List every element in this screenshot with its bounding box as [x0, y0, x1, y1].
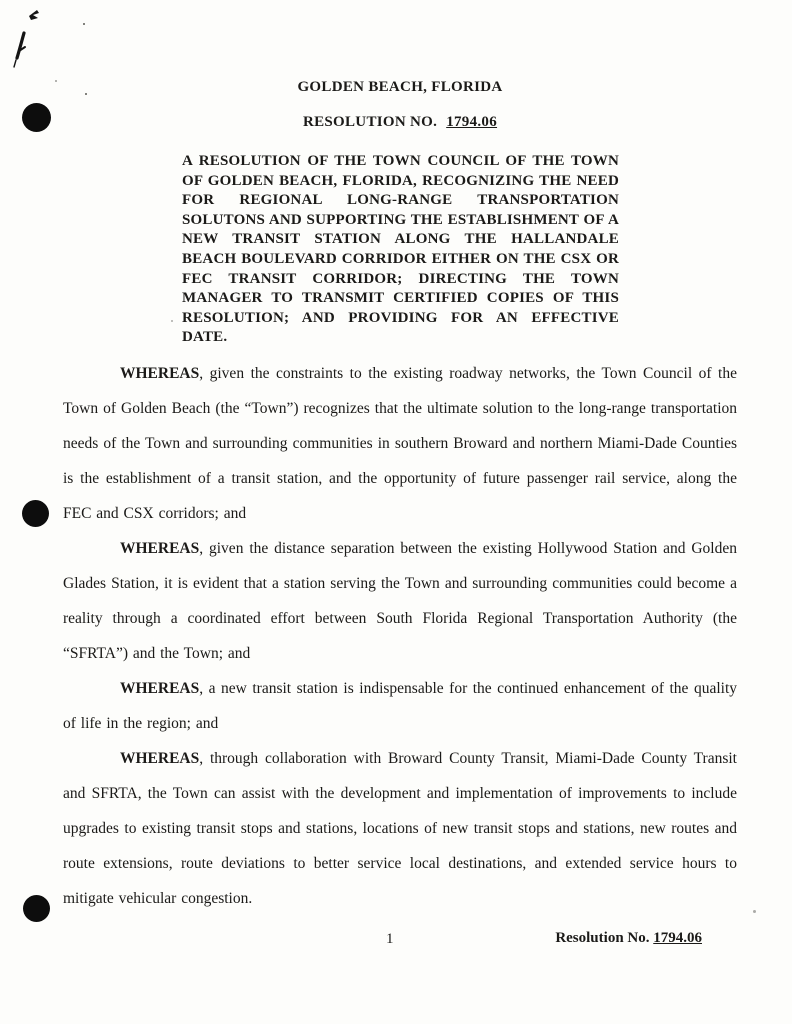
- resolution-number: 1794.06: [446, 114, 498, 130]
- whereas-paragraph-1: [63, 356, 737, 531]
- whereas-lead: WHEREAS: [120, 749, 200, 767]
- resolution-title-block: [182, 152, 619, 348]
- page-number: [386, 931, 394, 948]
- pen-marks: [0, 0, 60, 80]
- scan-speckle: [753, 910, 756, 913]
- paragraph-text: , through collaboration with Broward County Transit, Miami-Dade County Transit and SFRTA, the Town can assist with the development and implementation of improvements to include upgrades to existing transit stops and stations, locations of new transit stops and stations, new routes and route extensions, route deviations to better service local destinations, and extended service hours to mitigate vehicular congestion.: [63, 749, 737, 907]
- whereas-lead: WHEREAS: [120, 364, 200, 382]
- paragraph-text: , a new transit station is indispensable for the continued enhancement of the quality of life in the region; and: [63, 679, 737, 732]
- paragraph-text: , given the constraints to the existing roadway networks, the Town Council of the Town of Golden Beach (the “Town”) recognizes that the ultimate solution to the long-range transportation needs of the Town and surrounding communities in southern Broward and northern Miami-Dade Counties is the establishment of a transit station, and the opportunity of future passenger rail service, along the FEC and CSX corridors; and: [63, 364, 737, 522]
- city-heading-text: GOLDEN BEACH, FLORIDA: [297, 79, 503, 95]
- footer-reference-label: Resolution No.: [555, 930, 650, 946]
- resolution-title-text: A RESOLUTION OF THE TOWN COUNCIL OF THE TOWN OF GOLDEN BEACH, FLORIDA, RECOGNIZING THE NEED FOR REGIONAL LONG-RANGE TRANSPORTATION SOLUTONS AND SUPPORTING THE ESTABLISHMENT OF A NEW TRANSIT STATION ALONG THE HALLANDALE BEACH BOULEVARD CORRIDOR EITHER ON THE CSX OR FEC TRANSIT CORRIDOR; DIRECTING THE TOWN MANAGER TO TRANSMIT CERTIFIED COPIES OF THIS RESOLUTION; AND PROVIDING FOR AN EFFECTIVE DATE.: [182, 153, 619, 346]
- city-heading: [63, 78, 737, 96]
- pen-slash-mark: [14, 33, 25, 67]
- whereas-paragraph-4: [63, 741, 737, 916]
- hole-punch-bottom: [23, 895, 50, 922]
- whereas-lead: WHEREAS: [120, 539, 200, 557]
- pen-tick-mark: [29, 10, 39, 20]
- scan-speckle: [55, 80, 57, 82]
- footer-resolution-reference: [555, 930, 702, 947]
- whereas-paragraph-3: [63, 671, 737, 741]
- resolution-body: [63, 356, 737, 916]
- hole-punch-top: [22, 103, 51, 132]
- scan-speckle: [83, 23, 85, 25]
- resolution-number-heading: [63, 113, 737, 131]
- paragraph-text: , given the distance separation between the existing Hollywood Station and Golden Glades Station, it is evident that a station serving the Town and surrounding communities could become a reality through a coordinated effort between South Florida Regional Transportation Authority (the “SFRTA”) and the Town; and: [63, 539, 737, 662]
- hole-punch-middle: [22, 500, 49, 527]
- page-number-text: 1: [386, 931, 394, 947]
- resolution-label: RESOLUTION NO.: [302, 114, 438, 130]
- footer-reference-number: 1794.06: [653, 930, 702, 946]
- whereas-paragraph-2: [63, 531, 737, 671]
- document-content: [63, 78, 737, 916]
- whereas-lead: WHEREAS: [120, 679, 200, 697]
